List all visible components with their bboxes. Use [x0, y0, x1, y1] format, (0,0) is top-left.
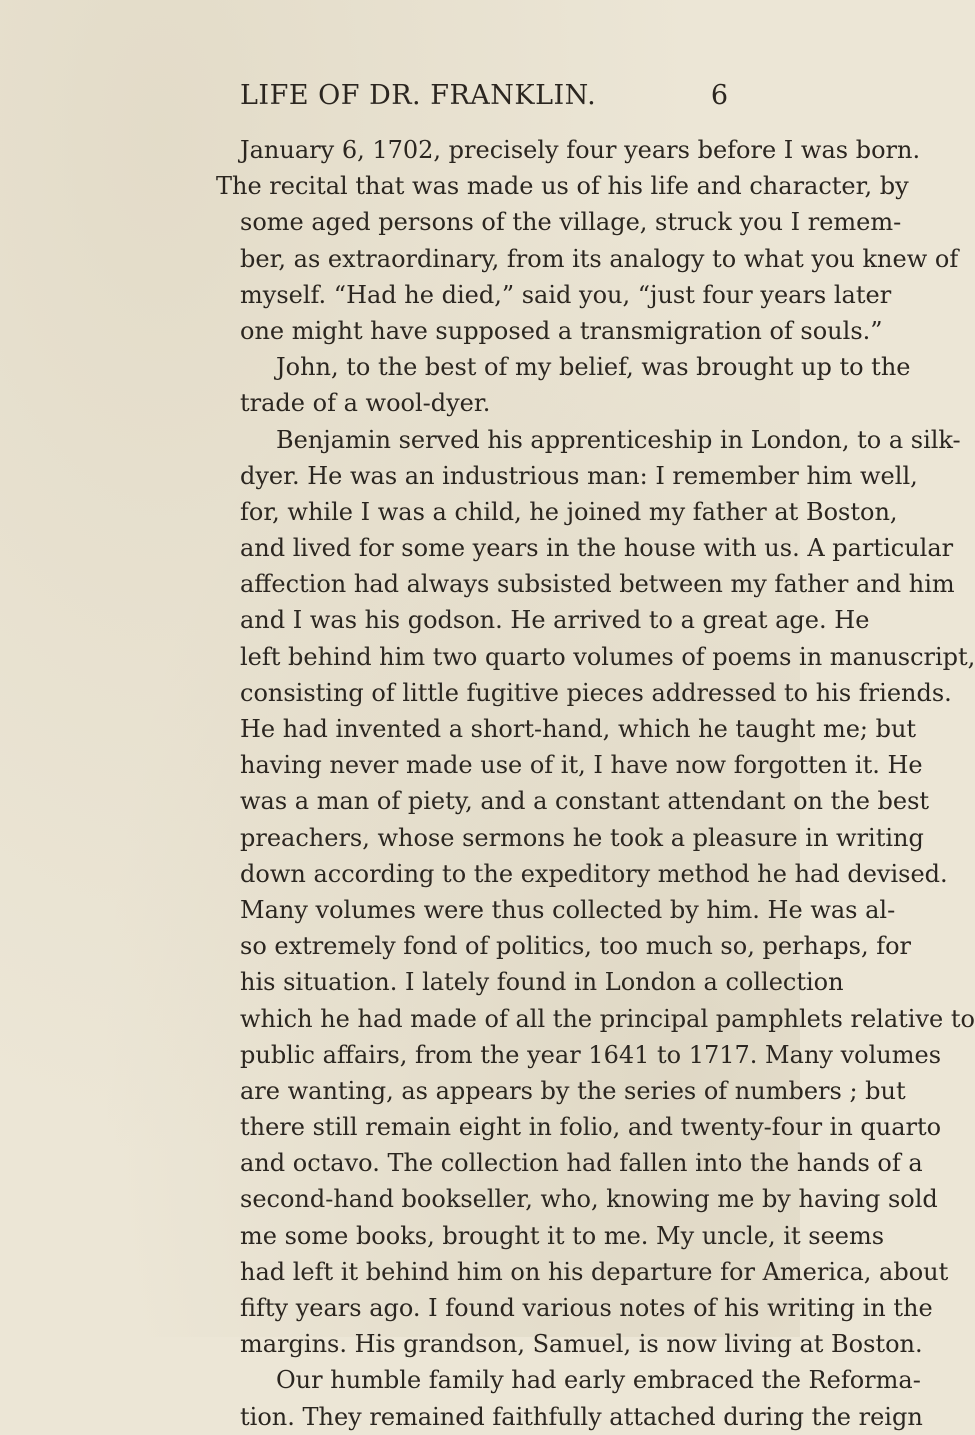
text-line: January 6, 1702, precisely four years before I was born.: [240, 136, 921, 164]
text-line: consisting of little fugitive pieces addressed to his friends.: [240, 678, 952, 707]
text-line: Many volumes were thus collected by him. He was al-: [240, 895, 896, 924]
text-line: preachers, whose sermons he took a pleasure in writing: [240, 823, 924, 852]
text-line: one might have supposed a transmigration of souls.”: [240, 316, 883, 345]
text-line: fifty years ago. I found various notes of his writing in the: [240, 1294, 933, 1322]
text-line: He had invented a short-hand, which he taught me; but: [240, 715, 917, 743]
text-line: left behind him two quarto volumes of poems in manuscript,: [240, 642, 975, 671]
text-line: having never made use of it, I have now forgotten it. He: [240, 751, 923, 780]
text-line: margins. His grandson, Samuel, is now living at Boston.: [240, 1330, 923, 1359]
text-line: trade of a wool-dyer.: [240, 389, 491, 418]
text-line: me some books, brought it to me. My uncle, it seems: [240, 1221, 885, 1250]
text-line: some aged persons of the village, struck you I remem-: [240, 208, 902, 237]
text-line: for, while I was a child, he joined my father at Boston,: [240, 497, 898, 526]
text-line: had left it behind him on his departure for America, about: [240, 1257, 949, 1286]
text-line: The recital that was made us of his life and character, by: [216, 172, 909, 201]
text-line: are wanting, as appears by the series of numbers ; but: [240, 1076, 906, 1105]
text-line: John, to the best of my belief, was brought up to the: [276, 353, 911, 382]
text-line: Benjamin served his apprenticeship in London, to a silk-: [276, 425, 961, 454]
text-line: public affairs, from the year 1641 to 1717. Many volumes: [240, 1040, 942, 1069]
text-line: tion. They remained faithfully attached during the reign: [240, 1402, 923, 1431]
running-title: LIFE OF DR. FRANKLIN.: [240, 80, 597, 111]
text-line: there still remain eight in folio, and twenty-four in quarto: [240, 1113, 942, 1142]
text-line: second-hand bookseller, who, knowing me by having sold: [240, 1185, 938, 1214]
text-line: Our humble family had early embraced the Reforma-: [276, 1366, 921, 1395]
text-line: and octavo. The collection had fallen into the hands of a: [240, 1149, 923, 1178]
text-line: and lived for some years in the house with us. A particular: [240, 534, 954, 563]
text-line: was a man of piety, and a constant attendant on the best: [240, 787, 930, 816]
page-number: 6: [710, 80, 728, 111]
text-line: down according to the expeditory method he had devised.: [240, 859, 948, 888]
text-line: ber, as extraordinary, from its analogy to what you knew of: [240, 244, 959, 273]
text-line: which he had made of all the principal pamphlets relative to: [240, 1004, 975, 1033]
text-line: his situation. I lately found in London a collection: [240, 968, 844, 997]
text-line: affection had always subsisted between my father and him: [240, 570, 955, 599]
body-text: [216, 132, 975, 1435]
text-line: so extremely fond of politics, too much so, perhaps, for: [240, 932, 912, 961]
text-line: dyer. He was an industrious man: I remember him well,: [240, 461, 918, 490]
text-line: myself. “Had he died,” said you, “just four years later: [240, 280, 892, 309]
running-head: [240, 80, 780, 114]
text-line: and I was his godson. He arrived to a great age. He: [240, 606, 870, 635]
